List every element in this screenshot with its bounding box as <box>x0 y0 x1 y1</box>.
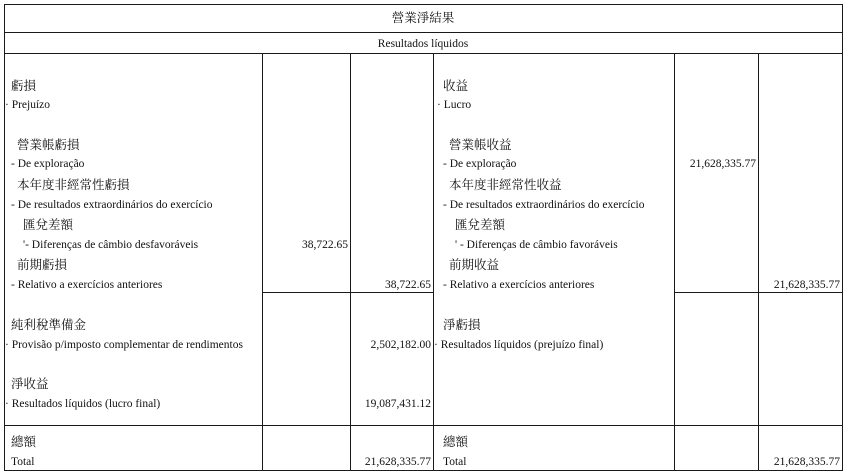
fx-loss-pt: '- Diferenças de câmbio desfavoráveis <box>23 239 199 251</box>
extra-loss-zh: 本年度非經常性虧損 <box>17 178 130 192</box>
net-loss-zh: 淨虧損 <box>443 318 481 332</box>
net-profit-zh: 淨收益 <box>11 377 49 391</box>
title-chinese: 營業淨結果 <box>391 11 455 25</box>
income-heading-pt: · Lucro <box>437 99 472 111</box>
title-divider <box>4 32 842 33</box>
title-portuguese: Resultados líquidos <box>377 38 469 50</box>
tax-provision-zh: 純利稅準備金 <box>11 318 87 332</box>
left-total-zh: 總額 <box>11 435 37 449</box>
border-bottom <box>4 470 842 471</box>
op-income-amount: 21,628,335.77 <box>689 158 756 170</box>
net-profit-pt: · Resultados líquidos (lucro final) <box>5 398 161 410</box>
fx-loss-zh: 匯兌差額 <box>23 218 74 232</box>
border-right <box>842 4 843 471</box>
income-heading-zh: 收益 <box>443 79 469 93</box>
losses-heading-zh: 虧損 <box>11 79 37 93</box>
right-total-pt: Total <box>443 456 467 468</box>
left-total-pt: Total <box>11 456 35 468</box>
net-profit-amount: 19,087,431.12 <box>364 398 431 410</box>
losses-heading-pt: · Prejuízo <box>5 99 51 111</box>
col-divider-right-2 <box>758 53 759 471</box>
col-divider-right-1 <box>674 53 675 471</box>
net-loss-pt: · Resultados líquidos (prejuízo final) <box>434 339 604 351</box>
prior-loss-pt: - Relativo a exercícios anteriores <box>11 279 163 291</box>
prior-loss-zh: 前期虧損 <box>17 258 68 272</box>
prior-loss-amount: 38,722.65 <box>385 279 431 291</box>
right-total-zh: 總額 <box>443 435 469 449</box>
header-bottom-rule <box>4 53 842 54</box>
op-income-zh: 營業帳收益 <box>449 138 512 152</box>
subtotal-rule-left <box>262 292 433 293</box>
op-loss-zh: 營業帳虧損 <box>17 138 80 152</box>
total-rule <box>4 425 842 426</box>
extra-loss-pt: - De resultados extraordinários do exercício <box>11 199 213 211</box>
prior-income-zh: 前期收益 <box>449 258 500 272</box>
tax-provision-pt: · Provisão p/imposto complementar de rendimentos <box>5 339 243 351</box>
left-total-amount: 21,628,335.77 <box>364 456 431 468</box>
fx-gain-pt: ' - Diferenças de câmbio favoráveis <box>455 239 618 251</box>
right-total-amount: 21,628,335.77 <box>773 456 840 468</box>
tax-provision-amount: 2,502,182.00 <box>370 339 431 351</box>
extra-income-zh: 本年度非經常性收益 <box>449 178 562 192</box>
border-top <box>4 4 842 5</box>
prior-income-amount: 21,628,335.77 <box>773 279 840 291</box>
extra-income-pt: - De resultados extraordinários do exercício <box>443 199 645 211</box>
op-income-pt: - De exploração <box>443 158 517 170</box>
col-divider-left-1 <box>262 53 263 471</box>
col-divider-center <box>433 53 434 471</box>
prior-income-pt: - Relativo a exercícios anteriores <box>443 279 595 291</box>
op-loss-pt: - De exploração <box>11 158 85 170</box>
fx-loss-amount: 38,722.65 <box>302 239 348 251</box>
fx-gain-zh: 匯兌差額 <box>455 218 506 232</box>
